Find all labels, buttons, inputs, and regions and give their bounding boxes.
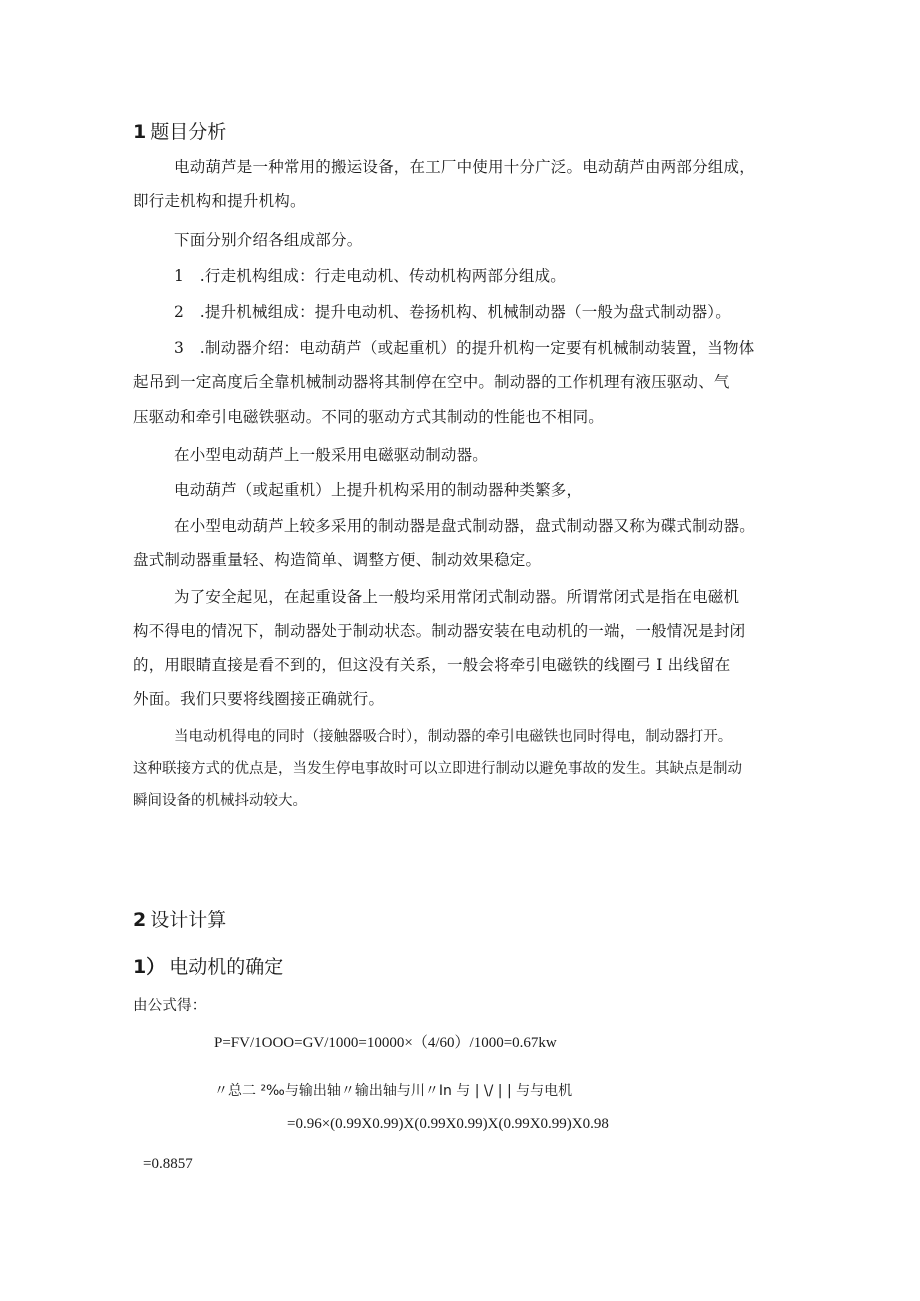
list-item-1: 1 .行走机构组成：行走电动机、传动机构两部分组成。	[174, 267, 566, 285]
paragraph-line: 即行走机构和提升机构。	[133, 192, 306, 210]
section-number: 1	[133, 121, 147, 143]
formula-efficiency-label: 〃总二 ²‰与输出轴〃输出轴与川〃In 与 | \/ | | 与与电机	[214, 1083, 573, 1099]
paragraph-line: 电动葫芦是一种常用的搬运设备，在工厂中使用十分广泛。电动葫芦由两部分组成，	[174, 158, 755, 176]
section-title: 题目分析	[150, 121, 227, 143]
list-item-3: 3 .制动器介绍：电动葫芦（或起重机）的提升机构一定要有机械制动装置，当物体	[174, 339, 755, 357]
section-number: 2	[133, 909, 147, 931]
formula-intro: 由公式得：	[133, 998, 207, 1014]
section-heading-2	[133, 905, 226, 932]
subsection-heading	[133, 952, 283, 979]
subsection-number: 1）	[133, 956, 166, 978]
paragraph-line: 压驱动和牵引电磁铁驱动。不同的驱动方式其制动的性能也不相同。	[133, 408, 605, 426]
formula-efficiency-product: =0.96×(0.99X0.99)X(0.99X0.99)X(0.99X0.99)X0.98	[287, 1116, 609, 1132]
formula-efficiency-result: =0.8857	[143, 1156, 193, 1172]
paragraph-line: 在小型电动葫芦上一般采用电磁驱动制动器。	[174, 446, 489, 464]
paragraph-line: 下面分别介绍各组成部分。	[174, 231, 363, 249]
subsection-title: 电动机的确定	[169, 956, 284, 978]
paragraph-line: 当电动机得电的同时（接触器吸合时），制动器的牵引电磁铁也同时得电，制动器打开。	[174, 729, 733, 745]
paragraph-line: 电动葫芦（或起重机）上提升机构采用的制动器种类繁多，	[174, 481, 583, 499]
section-title: 设计计算	[150, 909, 227, 931]
paragraph-line: 瞬间设备的机械抖动较大。	[133, 793, 307, 809]
paragraph-line: 盘式制动器重量轻、构造简单、调整方便、制动效果稳定。	[133, 551, 542, 569]
paragraph-line: 为了安全起见，在起重设备上一般均采用常闭式制动器。所谓常闭式是指在电磁机	[174, 588, 740, 606]
section-heading-1	[133, 117, 226, 144]
paragraph-line: 起吊到一定高度后全靠机械制动器将其制停在空中。制动器的工作机理有液压驱动、气	[133, 373, 730, 391]
paragraph-line: 的，用眼睛直接是看不到的，但这没有关系，一般会将牵引电磁铁的线圈弓 I 出线留在	[133, 656, 731, 674]
list-item-2: 2 .提升机械组成：提升电动机、卷扬机构、机械制动器（一般为盘式制动器）。	[174, 303, 731, 321]
paragraph-line: 这种联接方式的优点是，当发生停电事故时可以立即进行制动以避免事故的发生。其缺点是制动	[133, 761, 742, 777]
paragraph-line: 外面。我们只要将线圈接正确就行。	[133, 690, 385, 708]
paragraph-line: 构不得电的情况下，制动器处于制动状态。制动器安装在电动机的一端，一般情况是封闭	[133, 622, 746, 640]
paragraph-line: 在小型电动葫芦上较多采用的制动器是盘式制动器，盘式制动器又称为碟式制动器。	[174, 517, 755, 535]
formula-power: P=FV/1OOO=GV/1000=10000×（4/60）/1000=0.67kw	[214, 1035, 557, 1051]
